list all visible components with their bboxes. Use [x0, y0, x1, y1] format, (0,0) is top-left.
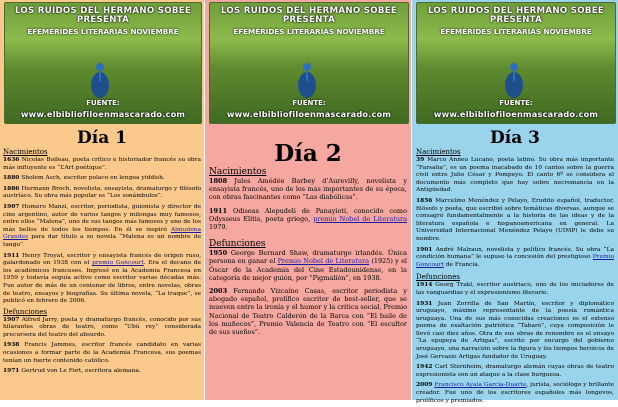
entry: 1907 Alfred Jarry, poeta y dramaturgo francés, conocido por sus hilarantes obras de teatro, como “Ubú rey” considerada precursora del teatro del absurdo.: [3, 315, 202, 338]
entry: 1914 Georg Trakl, escritor austriaco, uno de los iniciadores de las vanguardias y el expresionismo literario.: [416, 281, 614, 296]
banner-presenta: PRESENTA: [282, 15, 336, 25]
entry: 1938 Francis Jammes, escritor francés candidato en varias ocasiones a formar parte de la Academia Francesa, sus poemas tenían un fuerte contenido católico.: [3, 341, 202, 364]
banner-heading: EFEMÉRIDES LITERARIAS NOVIEMBRE: [440, 27, 592, 36]
section-defunciones: Defunciones: [209, 239, 266, 250]
peacock-icon: [292, 55, 322, 99]
banner-title: LOS RUIDOS DEL HERMANO SOBEE: [14, 6, 192, 16]
banner-image: [416, 2, 616, 124]
banner-url[interactable]: www.elbibliofiloenmascarado.com: [433, 109, 599, 119]
day-title: Día 2: [274, 140, 342, 167]
banner-presenta: PRESENTA: [76, 15, 130, 25]
entry: 1886 Hermann Broch, novelista, ensayista, dramaturgo y filósofo austríaco. Su obra más popular es “Los sonámbulos”.: [3, 184, 201, 200]
day-title: Día 3: [490, 128, 540, 148]
link-almudena-grandes[interactable]: Almudena Grandes: [3, 226, 201, 241]
entry: 1911 Odiseas Alepudeli de Panayiotí, conocido como Odysseus Elitis, poeta griego, premio Nobel de Literatura 1979.: [209, 206, 407, 232]
entry: 1901 André Malraux, novelista y político francés. Su obra “La condición humana” le supuso la concesión del prestigioso Premio Goncourt de Francia.: [416, 245, 614, 268]
banner-fuente: FUENTE:: [499, 99, 533, 107]
banner-heading: EFEMÉRIDES LITERARIAS NOVIEMBRE: [27, 27, 179, 36]
peacock-icon: [85, 55, 115, 99]
column-dia-2: [205, 0, 411, 400]
entry: 1931 Juan Zorrilla de San Martín, escritor y diplomático uruguayo, máximo representante de la poesía romántica uruguaya. Una de sus más conocidas creaciones es el extenso poema de exaltación patriótica “Tabaré”, cuya composición le llevó casi diez años. Otra de sus obras de renombre es el ensayo “La epopeya de Artigas”, escrito por encargo del gobierno uruguayo, una narración sobre la figura y los tiempos heroicos de José Gervasio Artigas fundador de Uruguay.: [416, 299, 614, 360]
entry: 2009 Francisco Ayala García-Duarte, jurista, sociólogo y brillante creador. Fue uno de los escritores españoles más longevos, prolíficos y premiados.: [416, 381, 614, 404]
link-francisco-ayala[interactable]: Francisco Ayala García-Duarte: [434, 382, 527, 389]
link-premio-goncourt[interactable]: Premio Goncourt: [416, 254, 614, 268]
section-nacimientos: Nacimientos: [416, 148, 461, 156]
entry: 1856 Marcelino Menéndez y Pelayo, Erudito español, traductor, filósofo y poeta, que escribió sobre temáticas diversas, aunque se consagró fundamentalmente a la historia de las ideas y de la literatura española e hispanoamericana en general. La Universidad Internacional Menéndez Pelayo (UIMP) le debe su nombre.: [416, 196, 614, 242]
banner-fuente: FUENTE:: [86, 99, 120, 107]
entry: 1880 Sholem Asch, escritor polaco en lengua yiddish.: [3, 174, 165, 182]
column-content: [416, 148, 614, 407]
section-nacimientos: Nacimientos: [3, 148, 48, 156]
entry: 1907 Homero Manzi, escritor, periodista, guionista y director de cine argentino, autor de varios tangos y milongas muy famosos, entre ellos “Malena”, uno de sus tangos más famosos y uno de los más bellos de todos los tiempos. En él se inspiró Almudena Grandes para dar título a su novela “Malena es un nombre de tango”.: [3, 202, 202, 248]
banner-heading: EFEMÉRIDES LITERARIAS NOVIEMBRE: [233, 27, 385, 36]
entry: 1950 George Bernard Shaw, dramaturgo irlandés. Única persona en ganar el Premio Nobel de Literatura (1925) y el Óscar de la Academia del Cine Estadounidense, en la categoría de mejor guión, por “Pigmalión”, en 1938.: [209, 249, 407, 282]
peacock-icon: [499, 55, 529, 99]
section-defunciones: Defunciones: [416, 273, 460, 282]
banner-url[interactable]: www.elbibliofiloenmascarado.com: [20, 109, 186, 119]
entry: 1636 Nicolas Boileau, poeta crítico e historiador francés su obra más influyente es “L’Art poétique”.: [3, 156, 202, 171]
banner-title: LOS RUIDOS DEL HERMANO SOBEE: [427, 6, 605, 16]
column-content: [3, 148, 201, 378]
banner-title: LOS RUIDOS DEL HERMANO SOBEE: [220, 6, 398, 16]
entry: 1808 Jules Amédée Barbey d’Aurevilly, novelista y ensayista francés, uno de los más importantes de su época, con obras fascinantes como “Las diabólicas”.: [209, 177, 407, 202]
entry: 1942 Carl Sternheim, dramaturgo alemán cuyas obras de teatro expresionista son un ataque a la clase burguesa.: [416, 363, 615, 378]
column-dia-1: [0, 0, 204, 400]
banner-image: [4, 2, 202, 124]
column-dia-3: [412, 0, 618, 404]
section-nacimientos: Nacimientos: [209, 167, 267, 177]
entry: 1971 Gertrud von Le Fort, escritora alemana.: [3, 367, 141, 375]
banner-image: [209, 2, 409, 124]
entry: 39 Marco Anneo Lucano, poeta latino. Su obra más importante “Farsalia”, es un poema inacabado de 10 cantos sobre la guerra civil entre Julio César y Pompeyo. El canto 6º se considera el documento más completo que hay sobre necromancia en la Antigüedad.: [416, 156, 615, 194]
column-content: [209, 167, 407, 341]
section-defunciones: Defunciones: [3, 307, 47, 316]
banner-fuente: FUENTE:: [292, 99, 326, 107]
banner-url[interactable]: www.elbibliofiloenmascarado.com: [226, 109, 392, 119]
day-title: Día 1: [77, 128, 127, 148]
link-premio-nobel-literatura[interactable]: Premio Nobel de Literatura: [277, 257, 370, 266]
link-premio-goncourt[interactable]: premio Goncourt: [92, 260, 144, 267]
link-premio-nobel[interactable]: premio Nobel de Literatura: [313, 214, 407, 223]
entry: 2003 Fernando Vizcaíno Casas, escritor periodista y abogado español, prolífico escritor de best-seller, que se mueven entre la ironía y el humor y la crítica social, Premio Nacional de Teatro Calderón de la Barca con “El baile de los muñecos”, Premio Valencia de Teatro con “El escultor de sus sueños”.: [209, 287, 407, 337]
banner-presenta: PRESENTA: [489, 15, 543, 25]
entry: 1911 Henry Troyat, escritor y ensayista francés de origen ruso, galardonado en 1938 con el premio Goncourt. Era el decano de los académicos franceses. Ingresó en la Academia Francesa en 1959 y todavía seguía activo como escritor varias décadas más. Fue autor de más de un centenar de libros, entre novelas, obras de teatro, ensayos y biografías. Su última novela, “La traque”, se publicó en febrero de 2006.: [3, 251, 201, 305]
